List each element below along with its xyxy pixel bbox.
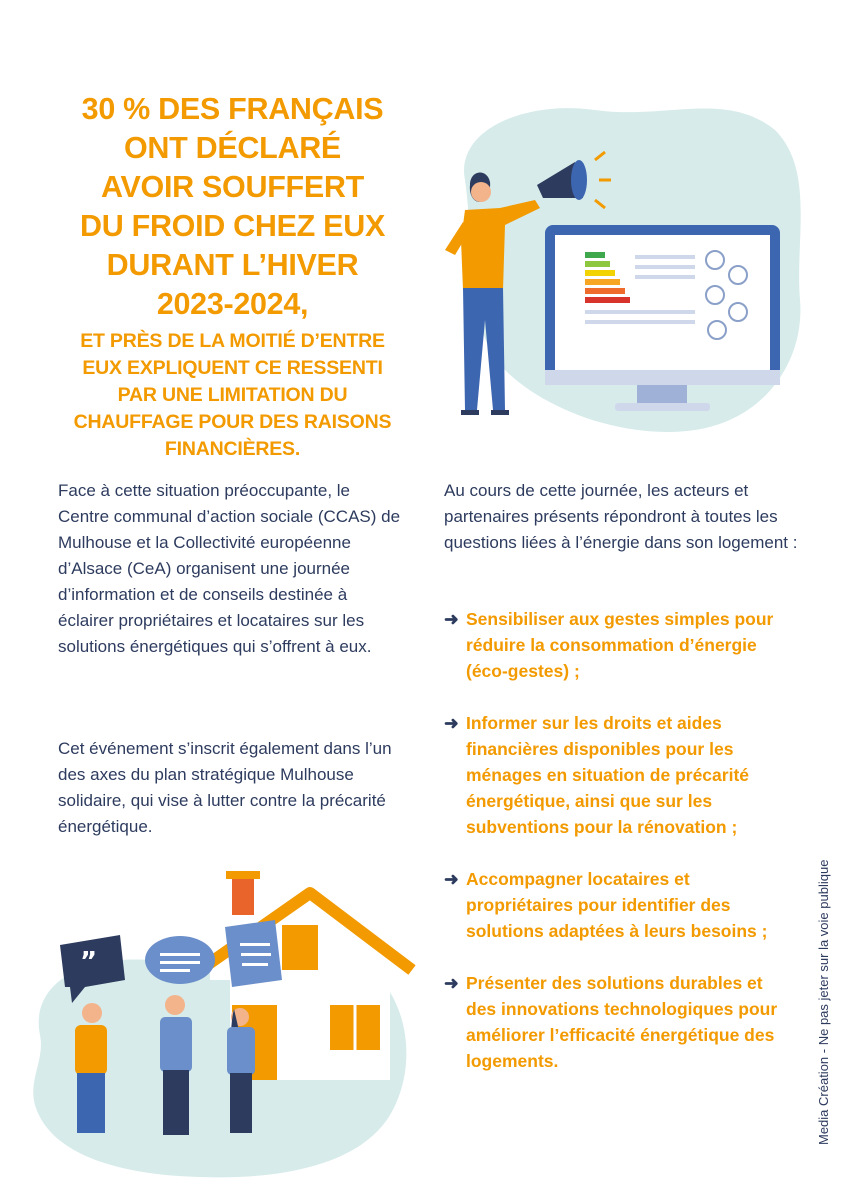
list-item	[444, 606, 794, 684]
list-item-text: Sensibiliser aux gestes simples pour réduire la consommation d’énergie (éco-gestes) ;	[466, 609, 774, 681]
headline-line: DU FROID CHEZ EUX	[80, 209, 385, 243]
list-item-text: Présenter des solutions durables et des innovations technologiques pour améliorer l’efficacité énergétique des logements.	[466, 973, 778, 1071]
arrow-right-icon: ➜	[444, 713, 459, 733]
headline-line: AVOIR SOUFFERT	[101, 170, 364, 204]
legal-note: Media Création - Ne pas jeter sur la voie publique	[816, 859, 831, 1145]
subheadline-line: EUX EXPLIQUENT CE RESSENTI	[82, 357, 383, 379]
day-intro-paragraph: Au cours de cette journée, les acteurs et partenaires présents répondront à toutes les questions liées à l’énergie dans son logement :	[444, 481, 798, 552]
subheadline-line: ET PRÈS DE LA MOITIÉ D’ENTRE	[80, 330, 385, 352]
top-illustration	[425, 90, 810, 440]
arrow-right-icon: ➜	[444, 973, 459, 993]
intro-paragraph: Face à cette situation préoccupante, le Centre communal d’action sociale (CCAS) de Mulhouse et la Collectivité européenne d’Alsace (CeA) organisent une journée d’information et de conseils destinée à éclairer propriétaires et locataires sur les solutions énergétiques qui s’offrent à eux.	[58, 481, 401, 656]
arrow-right-icon: ➜	[444, 609, 459, 629]
headline-line: ONT DÉCLARÉ	[124, 131, 341, 165]
list-item	[444, 866, 794, 944]
monitor-icon	[545, 225, 780, 411]
list-item-text: Accompagner locataires et propriétaires pour identifier des solutions adaptées à leurs besoins ;	[466, 869, 768, 941]
list-item-text: Informer sur les droits et aides financières disponibles pour les ménages en situation de précarité énergétique, ainsi que sur les subventions pour la rénovation ;	[466, 713, 750, 837]
svg-text:”: ”	[80, 947, 98, 977]
arrow-right-icon: ➜	[444, 869, 459, 889]
subheadline-line: CHAUFFAGE POUR DES RAISONS	[73, 411, 392, 433]
list-item	[444, 710, 794, 840]
strategy-paragraph: Cet événement s’inscrit également dans l’un des axes du plan stratégique Mulhouse solidaire, qui vise à lutter contre la précarité énergétique.	[58, 739, 392, 836]
headline-line: 2023-2024,	[156, 287, 309, 321]
list-item	[444, 970, 794, 1074]
headline-line: 30 % DES FRANÇAIS	[81, 92, 384, 126]
headline-line: DURANT L’HIVER	[106, 248, 359, 282]
document-bubble-icon	[225, 920, 282, 987]
action-list	[444, 606, 794, 1100]
chat-bubble-icon	[145, 936, 215, 984]
subheadline-line: PAR UNE LIMITATION DU	[117, 384, 348, 406]
bottom-illustration	[20, 865, 420, 1185]
headline	[40, 90, 425, 463]
subheadline-line: FINANCIÈRES.	[164, 438, 301, 460]
